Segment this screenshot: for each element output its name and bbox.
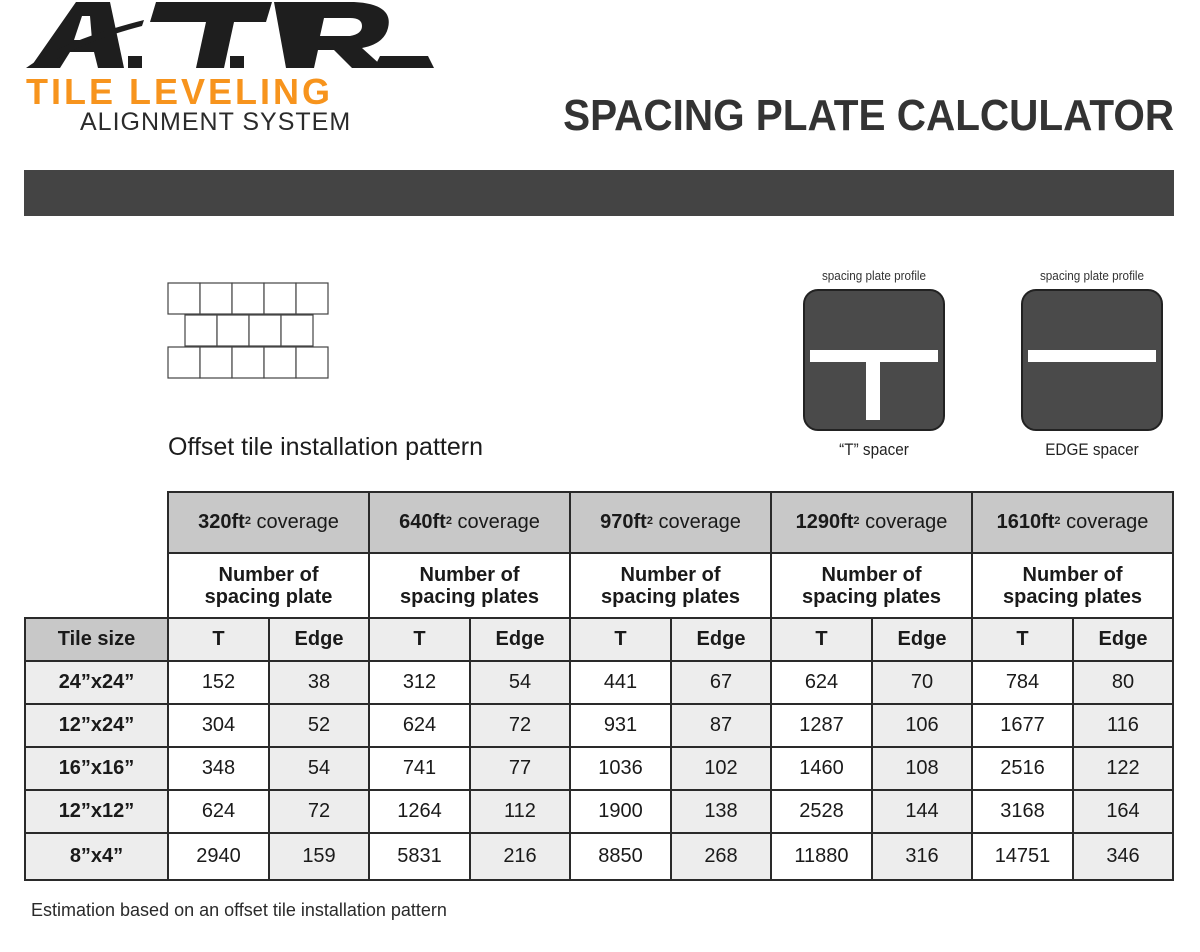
tile-size-header: Tile size [24, 617, 169, 662]
coverage-value: 970ft [600, 511, 647, 533]
value-cell: 8850 [569, 832, 672, 881]
value-cell: 441 [569, 660, 672, 705]
t-column-header: T [368, 617, 471, 662]
value-cell: 11880 [770, 832, 873, 881]
page-title: SPACING PLATE CALCULATOR [563, 91, 1174, 140]
spacer-profile-label: spacing plate profile [1039, 268, 1145, 283]
footnote: Estimation based on an offset tile installation pattern [31, 900, 447, 920]
value-cell: 159 [268, 832, 370, 881]
coverage-header [569, 491, 772, 554]
brand-line-tile-leveling: TILE LEVELING [26, 71, 334, 112]
edge-column-header: Edge [268, 617, 370, 662]
value-cell: 38 [268, 660, 370, 705]
edge-column-header: Edge [469, 617, 571, 662]
value-cell: 70 [871, 660, 973, 705]
value-cell: 80 [1072, 660, 1174, 705]
coverage-unit-superscript: 2 [1054, 514, 1061, 527]
coverage-word: coverage [859, 511, 948, 533]
value-cell: 931 [569, 703, 672, 748]
value-cell: 624 [770, 660, 873, 705]
value-cell: 1287 [770, 703, 873, 748]
coverage-sublabel [167, 552, 370, 619]
value-cell: 304 [167, 703, 270, 748]
value-cell: 1900 [569, 789, 672, 834]
value-cell: 312 [368, 660, 471, 705]
coverage-word: coverage [652, 511, 741, 533]
value-cell: 87 [670, 703, 772, 748]
coverage-value: 320ft [198, 511, 245, 533]
t-column-header: T [971, 617, 1074, 662]
value-cell: 122 [1072, 746, 1174, 791]
value-cell: 72 [268, 789, 370, 834]
coverage-unit-superscript: 2 [445, 514, 452, 527]
sublabel-line: spacing plates [1003, 585, 1142, 608]
value-cell: 102 [670, 746, 772, 791]
t-column-header: T [770, 617, 873, 662]
value-cell: 116 [1072, 703, 1174, 748]
coverage-sublabel [770, 552, 973, 619]
value-cell: 138 [670, 789, 772, 834]
sublabel-line: spacing plates [400, 585, 539, 608]
brand-line-alignment-system: ALIGNMENT SYSTEM [80, 108, 352, 136]
value-cell: 268 [670, 832, 772, 881]
tile-size-cell: 8”x4” [24, 832, 169, 881]
coverage-sublabel [971, 552, 1174, 619]
coverage-header [167, 491, 370, 554]
sublabel-line: Number of [1022, 563, 1123, 586]
value-cell: 108 [871, 746, 973, 791]
value-cell: 72 [469, 703, 571, 748]
value-cell: 2940 [167, 832, 270, 881]
sublabel-line: spacing plates [802, 585, 941, 608]
coverage-header [770, 491, 973, 554]
coverage-unit-superscript: 2 [646, 514, 653, 527]
t-column-header: T [569, 617, 672, 662]
value-cell: 2516 [971, 746, 1074, 791]
value-cell: 77 [469, 746, 571, 791]
sublabel-line: Number of [218, 563, 319, 586]
value-cell: 106 [871, 703, 973, 748]
value-cell: 741 [368, 746, 471, 791]
value-cell: 1036 [569, 746, 672, 791]
value-cell: 346 [1072, 832, 1174, 881]
coverage-value: 640ft [399, 511, 446, 533]
value-cell: 216 [469, 832, 571, 881]
value-cell: 14751 [971, 832, 1074, 881]
sublabel-line: Number of [419, 563, 520, 586]
value-cell: 67 [670, 660, 772, 705]
edge-column-header: Edge [670, 617, 772, 662]
value-cell: 54 [268, 746, 370, 791]
value-cell: 624 [167, 789, 270, 834]
edge-column-header: Edge [1072, 617, 1174, 662]
value-cell: 112 [469, 789, 571, 834]
coverage-word: coverage [1060, 511, 1149, 533]
value-cell: 1460 [770, 746, 873, 791]
pattern-caption: Offset tile installation pattern [168, 433, 483, 461]
coverage-word: coverage [451, 511, 540, 533]
value-cell: 5831 [368, 832, 471, 881]
value-cell: 316 [871, 832, 973, 881]
tile-size-cell: 12”x24” [24, 703, 169, 748]
value-cell: 164 [1072, 789, 1174, 834]
value-cell: 624 [368, 703, 471, 748]
value-cell: 1677 [971, 703, 1074, 748]
coverage-header [368, 491, 571, 554]
sublabel-line: spacing plate [204, 585, 333, 608]
t-column-header: T [167, 617, 270, 662]
value-cell: 2528 [770, 789, 873, 834]
spacer-caption: “T” spacer [839, 440, 909, 459]
tile-size-cell: 12”x12” [24, 789, 169, 834]
tile-size-cell: 24”x24” [24, 660, 169, 705]
value-cell: 52 [268, 703, 370, 748]
value-cell: 784 [971, 660, 1074, 705]
spacer-caption: EDGE spacer [1045, 440, 1139, 459]
value-cell: 3168 [971, 789, 1074, 834]
coverage-word: coverage [250, 511, 339, 533]
coverage-value: 1290ft [795, 511, 854, 533]
sublabel-line: Number of [821, 563, 922, 586]
value-cell: 144 [871, 789, 973, 834]
value-cell: 1264 [368, 789, 471, 834]
coverage-sublabel [569, 552, 772, 619]
tile-size-cell: 16”x16” [24, 746, 169, 791]
coverage-unit-superscript: 2 [244, 514, 251, 527]
coverage-unit-superscript: 2 [853, 514, 860, 527]
value-cell: 54 [469, 660, 571, 705]
coverage-value: 1610ft [996, 511, 1055, 533]
coverage-sublabel [368, 552, 571, 619]
edge-column-header: Edge [871, 617, 973, 662]
value-cell: 152 [167, 660, 270, 705]
sublabel-line: Number of [620, 563, 721, 586]
coverage-header [971, 491, 1174, 554]
value-cell: 348 [167, 746, 270, 791]
spacer-profile-label: spacing plate profile [821, 268, 927, 283]
sublabel-line: spacing plates [601, 585, 740, 608]
